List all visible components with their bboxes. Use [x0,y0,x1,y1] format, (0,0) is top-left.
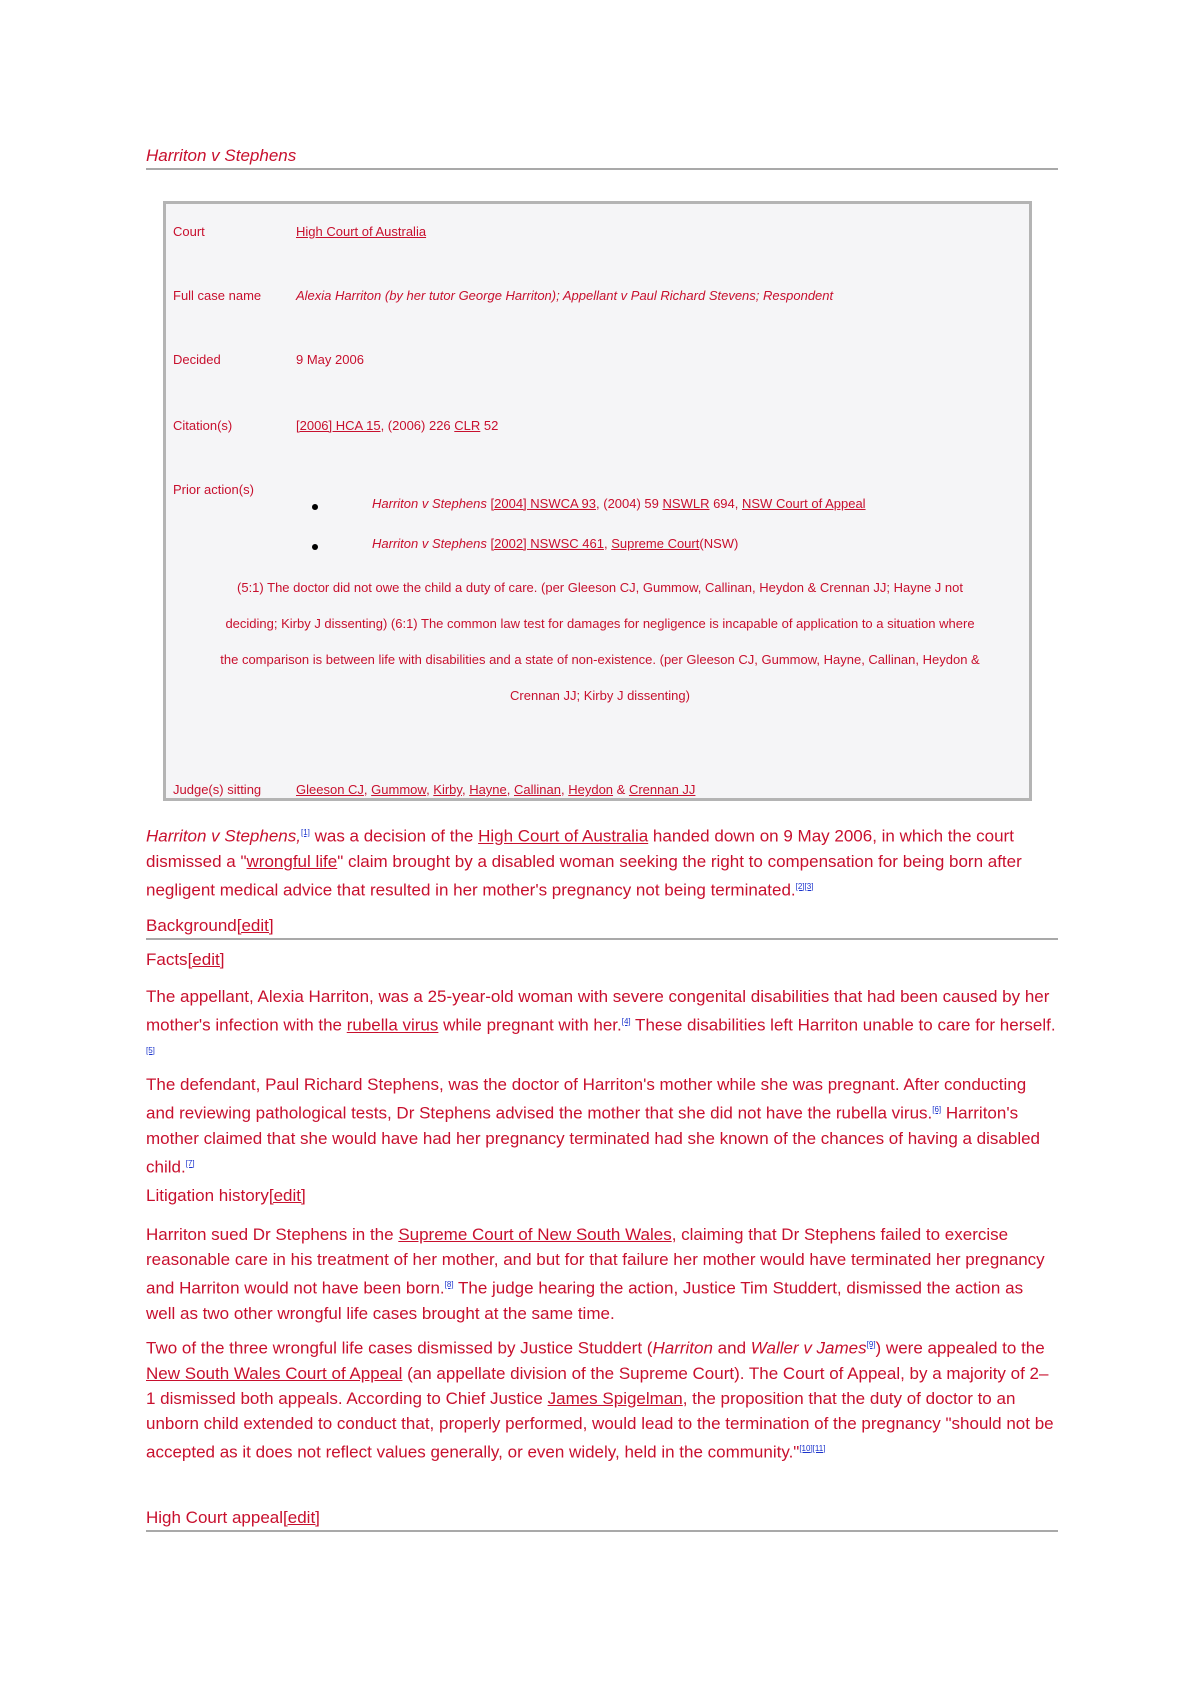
intro-text: " claim brought by a disabled woman seeking the right to compensation for being born after negligent medical advice that resulted in her mother's pregnancy not being terminated. [146,851,1022,900]
citation-text-end: 52 [480,418,499,433]
litigation-text: Harriton sued Dr Stephens in the [146,1225,399,1244]
citation-label: Citation(s) [173,418,233,433]
article-title: Harriton v Stephens [146,146,1058,170]
prior-1-citation-link[interactable]: [2004] NSWCA 93 [490,496,597,511]
prior-2-text: , [603,536,612,551]
judge-link[interactable]: Gleeson CJ [296,782,364,797]
facts-text: while pregnant with her. [438,1015,622,1035]
case-infobox [163,201,1032,801]
holding-line-1: (5:1) The doctor did not owe the child a duty of care. (per Gleeson CJ, Gummow, Callinan, Heydon & Crennan JJ; Hayne J not [237,580,963,595]
citation-hca-link[interactable]: [2006] HCA 15 [296,418,381,433]
intro-text: was a decision of the [309,826,479,846]
decided-label: Decided [173,352,221,367]
prior-action-1 [372,496,866,511]
heading-high-court-appeal [146,1508,1058,1532]
footnote-ref[interactable]: [6] [932,1105,942,1114]
intro-text: handed down on 9 May 2006, in which the court dismissed a " [146,826,1014,871]
prior-2-citation-link[interactable]: [2002] NSWSC 461 [490,536,604,551]
facts-text: Harriton's mother claimed that she would have had her pregnancy terminated had she known of the chances of having a disabled child. [146,1103,1041,1177]
edit-link[interactable]: [edit] [236,916,274,935]
supreme-court-nsw-link[interactable]: Supreme Court of New South Wales [398,1225,672,1244]
facts-text: The appellant, Alexia Harriton, was a 25-year-old woman with severe congenital disabilities that had been caused by her mother's infection with the [146,987,1050,1035]
judge-link[interactable]: Heydon [568,782,614,797]
litigation-paragraph-1 [146,1222,1056,1326]
bullet-icon [312,504,318,510]
facts-text: The defendant, Paul Richard Stephens, was the doctor of Harriton's mother while she was pregnant. After conducting and reviewing pathological tests, Dr Stephens advised the mother that she did not have the rubella virus. [146,1075,1027,1123]
citation-clr-link[interactable]: CLR [454,418,481,433]
litigation-text: Two of the three wrongful life cases dismissed by Justice Studdert ( [146,1338,653,1358]
footnote-ref[interactable]: [5] [146,1045,155,1055]
heading-high-court-label: High Court appeal [146,1508,284,1527]
judge-link[interactable]: Callinan [514,782,561,797]
facts-text: These disabilities left Harriton unable to care for herself. [630,1015,1056,1035]
prior-1-text: , (2004) 59 [596,496,663,511]
prior-2-text-end: (NSW) [699,536,739,551]
facts-paragraph-1 [146,984,1056,1066]
footnote-ref[interactable]: [8] [444,1280,454,1289]
footnote-ref[interactable]: [4] [621,1017,631,1026]
court-label: Court [173,224,205,239]
rubella-link[interactable]: rubella virus [346,1015,439,1035]
litigation-text: and [712,1338,751,1358]
litigation-paragraph-2 [146,1332,1056,1464]
litigation-text: (an appellate division of the Supreme Court). The Court of Appeal, by a majority of 2–1 dismissed both appeals. According to Chief Justice [146,1363,1049,1408]
intro-case-name: Harriton v Stephens, [146,826,301,846]
litigation-text: , the proposition that the duty of doctor to an unborn child extended to conduct that, properly performed, would lead to the termination of the pregnancy "should not be accepted as it does not reflect values generally, or even widely, held in the community." [146,1388,1054,1462]
footnote-ref[interactable]: [10][11] [799,1443,826,1453]
prior-1-nswlr-link[interactable]: NSWLR [662,496,710,511]
holding-line-3: the comparison is between life with disabilities and a state of non-existence. (per Gleeson CJ, Gummow, Hayne, Callinan, Heydon & [220,652,980,667]
fullname-label: Full case name [173,288,262,303]
citation-value [296,418,498,433]
edit-link[interactable]: [edit] [187,950,225,969]
intro-paragraph [146,820,1056,902]
footnote-ref[interactable]: [7] [185,1158,195,1168]
litigation-text: The judge hearing the action, Justice Tim Studdert, dismissed the action as well as two other wrongful life cases brought at the same time. [146,1278,1024,1323]
litigation-text: ) were appealed to the [875,1338,1045,1358]
footnote-ref[interactable]: [9] [866,1340,876,1349]
judges-amp: & [613,782,629,797]
heading-background [146,916,1058,940]
footnote-ref[interactable]: [1] [300,828,310,837]
heading-facts-label: Facts [146,950,188,969]
decided-value: 9 May 2006 [296,352,364,367]
case-name-italic: Harriton [652,1338,713,1358]
wrongful-life-link[interactable]: wrongful life [246,851,338,871]
prior-2-court-link[interactable]: Supreme Court [611,536,700,551]
holding-text [170,570,1030,714]
prior-1-case: Harriton v Stephens [372,496,491,511]
judges-label: Judge(s) sitting [173,782,262,797]
james-spigelman-link[interactable]: James Spigelman [547,1388,683,1408]
edit-link[interactable]: [edit] [268,1186,306,1205]
citation-text: , (2006) 226 [380,418,455,433]
judge-link[interactable]: Kirby [433,782,462,797]
bullet-icon [312,544,318,550]
nsw-court-of-appeal-link[interactable]: New South Wales Court of Appeal [146,1363,403,1383]
prior-2-case: Harriton v Stephens [372,536,491,551]
heading-facts [146,950,1058,972]
litigation-text: , claiming that Dr Stephens failed to exercise reasonable care in his treatment of her mother, and but for that failure her mother would have terminated her pregnancy and Harriton would not have been born. [146,1225,1045,1298]
high-court-link[interactable]: High Court of Australia [478,826,649,846]
holding-line-4: Crennan JJ; Kirby J dissenting) [510,688,690,703]
prior-1-text2: 694, [709,496,742,511]
heading-litigation [146,1186,1058,1208]
fullname-value: Alexia Harriton (by her tutor George Harriton); Appellant v Paul Richard Stevens; Respondent [296,288,834,303]
edit-link[interactable]: [edit] [283,1508,320,1527]
court-link[interactable]: High Court of Australia [296,224,427,239]
heading-background-label: Background [146,916,237,935]
footnote-ref[interactable]: [2][3] [795,881,814,891]
case-name-italic: Waller v James [750,1338,867,1358]
heading-litigation-label: Litigation history [146,1186,269,1205]
prior-1-court-link[interactable]: NSW Court of Appeal [742,496,866,511]
prior-actions-label: Prior action(s) [173,482,254,497]
prior-action-2 [372,536,738,551]
facts-paragraph-2 [146,1072,1056,1179]
judge-link[interactable]: Gummow [371,782,427,797]
judges-value: Gleeson CJ, Gummow, Kirby, Hayne, Callinan, Heydon & Crennan JJ [296,782,696,797]
holding-line-2: deciding; Kirby J dissenting) (6:1) The common law test for damages for negligence is incapable of application to a situation where [225,616,975,631]
judge-link[interactable]: Crennan JJ [628,782,696,797]
judge-link[interactable]: Hayne [469,782,507,797]
